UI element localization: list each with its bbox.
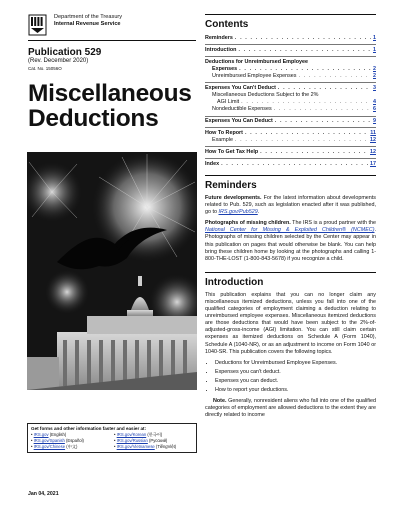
get-forms-box (27, 423, 197, 453)
contents-heading: Contents (205, 14, 376, 31)
ncmec-link[interactable]: National Center for Missing & Exploited Children® (NCMEC) (205, 227, 375, 234)
catalog-number: Cat. No. 15056O (28, 66, 62, 71)
treasury-header (28, 14, 196, 36)
department-name: Department of the Treasury (54, 14, 123, 20)
list-item: • How to report your deductions. (215, 386, 376, 395)
header-divider (28, 40, 196, 41)
toc-entry[interactable]: Reminders . . . 1 (205, 35, 376, 42)
reminder-future-developments: Future developments. For the latest information about developments related to Pub. 529, such as legislation enacted after it was published, go to IRS.gov/Pub529. (205, 195, 376, 216)
irs-link[interactable]: IRS.gov/Russian (116, 438, 148, 443)
toc-entry[interactable]: Index . . . 17 (205, 161, 376, 168)
irs-link[interactable]: IRS.gov (33, 432, 49, 437)
toc-entry[interactable]: Expenses . . . 2 (205, 66, 376, 73)
irs-link[interactable]: IRS.gov/Spanish (33, 438, 65, 443)
irs-link[interactable]: IRS.gov/Chinese (33, 444, 66, 449)
reminders-heading: Reminders (205, 175, 376, 192)
get-forms-heading: Get forms and other information faster and easier at: (31, 426, 147, 431)
toc-entry[interactable]: Introduction . . . 1 (205, 47, 376, 54)
toc-entry[interactable]: How To Report . . . 11 (205, 130, 376, 137)
pub529-link[interactable]: IRS.gov/Pub529 (218, 209, 258, 216)
link-item: • IRS.gov/Russian (Русский) (114, 438, 168, 443)
introduction-paragraph: This publication explains that you can no longer claim any miscellaneous itemized deductions, unless you fall into one of the qualified categories of employment claiming a deduction relating to unreimbursed employee expenses. Miscellaneous itemized deductions are those deductions that would have been subject to the 2%-of-adjusted-gross-income (AGI) limitation. You can still claim certain expenses as itemized deductions on Schedule A (Form 1040), Schedule A (1040-NR), or as an adjustment to income on Form 1040 or 1040-SR. This publication covers the following topics. (205, 291, 376, 355)
right-column (205, 14, 376, 419)
link-item: • IRS.gov/Chinese (中文) (31, 444, 78, 449)
cover-left-column (28, 14, 196, 131)
irs-link[interactable]: IRS.gov/Vietnamese (116, 444, 155, 449)
publication-revision: (Rev. December 2020) (28, 58, 89, 64)
cover-illustration (27, 152, 197, 390)
toc-subentry[interactable]: AGI Limit . . . 4 (205, 99, 376, 106)
agency-name: Internal Revenue Service (54, 21, 121, 27)
introduction-note: Note. Generally, nonresident aliens who fall into one of the qualified categories of employment are allowed deductions to the extent they are directly related to income (205, 397, 376, 418)
link-item: • IRS.gov/Vietnamese (TiếngViệt) (114, 444, 177, 449)
table-of-contents (205, 35, 376, 168)
link-item: • IRS.gov/Spanish (Español) (31, 438, 84, 443)
toc-subentry[interactable]: Unreimbursed Employee Expenses . . . 2 (205, 73, 376, 80)
list-item: • Deductions for Unreimbursed Employee Expenses. (215, 359, 376, 368)
list-item: • Expenses you can't deduct. (215, 368, 376, 377)
irs-link[interactable]: IRS.gov/Korean (116, 432, 147, 437)
link-item: • IRS.gov/Korean (한국어) (114, 432, 163, 437)
link-item: • IRS.gov (English) (31, 432, 67, 437)
topics-list (205, 359, 376, 395)
toc-subentry: Miscellaneous Deductions Subject to the 2% (212, 92, 319, 98)
list-item: • Expenses you can deduct. (215, 377, 376, 386)
reminder-missing-children: Photographs of missing children. The IRS is a proud partner with the National Center for Missing & Exploited Children® (NCMEC). Photographs of missing children selected by the Center may appear in this publication on pages that would otherwise be blank. You can help bring these children home by looking at the photographs and calling 1-800-THE-LOST (1-800-843-5678) if you recognize a child. (205, 220, 376, 262)
publication-title: Miscellaneous Deductions (28, 80, 192, 132)
toc-subentry[interactable]: Nondeductible Expenses . . . 6 (205, 106, 376, 113)
toc-entry[interactable]: Expenses You Can Deduct . . . 9 (205, 118, 376, 125)
print-date: Jan 04, 2021 (28, 491, 59, 497)
eagle-fireworks-capitol-image (27, 152, 197, 390)
toc-entry[interactable]: How To Get Tax Help . . . 12 (205, 149, 376, 156)
introduction-heading: Introduction (205, 272, 376, 289)
toc-entry: Deductions for Unreimbursed Employee (205, 58, 309, 65)
publication-number: Publication 529 (28, 47, 102, 58)
toc-subentry[interactable]: Example . . . 12 (205, 137, 376, 144)
toc-entry[interactable]: Expenses You Can't Deduct . . . 3 (205, 85, 376, 92)
treasury-seal-icon (28, 14, 47, 36)
